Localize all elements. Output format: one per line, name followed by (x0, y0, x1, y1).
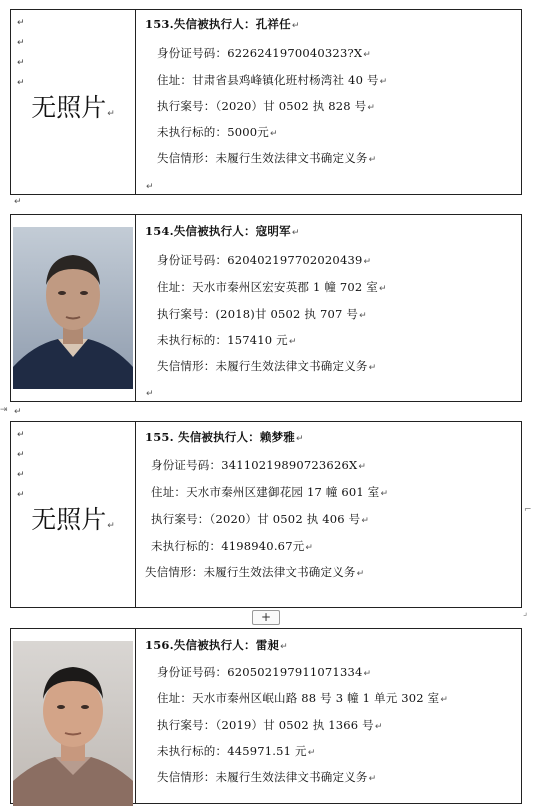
address: 住址：天水市秦州区宏安英郡 1 幢 702 室↵ (157, 280, 387, 294)
id-number: 身份证号码：620402197702020439↵ (157, 253, 372, 267)
case-number: 执行案号：（2020）甘 0502 执 406 号↵ (151, 512, 370, 526)
record-title: 156.失信被执行人：雷昶↵ (145, 638, 288, 652)
record-table-153 (10, 9, 522, 195)
record-title: 154.失信被执行人：寇明军↵ (145, 224, 300, 238)
person-photo[interactable] (13, 641, 133, 806)
id-number: 身份证号码：620502197911071334↵ (157, 665, 372, 679)
photo-cell (11, 629, 136, 803)
dishonest-situation: 失信情形：未履行生效法律文书确定义务↵ (157, 359, 377, 373)
address: 住址：甘肃省县鸡峰镇化班村杨湾社 40 号↵ (157, 73, 388, 87)
record-title: 153.失信被执行人：孔祥任↵ (145, 17, 300, 31)
dishonest-situation: 失信情形：未履行生效法律文书确定义务↵ (145, 565, 365, 579)
record-table-155 (10, 421, 522, 608)
address: 住址：天水市秦州区建御花园 17 幢 601 室↵ (151, 485, 389, 499)
paragraph-mark: ↵ (146, 182, 154, 192)
unexecuted-amount: 未执行标的：445971.51 元↵ (157, 744, 316, 758)
unexecuted-amount: 未执行标的：157410 元↵ (157, 333, 297, 347)
id-number: 身份证号码：34110219890723626X↵ (151, 458, 367, 472)
id-number: 身份证号码：6226241970040323?X↵ (157, 46, 371, 60)
unexecuted-amount: 未执行标的：5000元↵ (157, 125, 278, 139)
record-table-156 (10, 628, 522, 804)
case-number: 执行案号：（2019）甘 0502 执 1366 号↵ (157, 718, 383, 732)
table-resize-handle[interactable]: ⌟ (523, 608, 528, 618)
table-move-handle[interactable]: ⇥ (0, 405, 8, 415)
paragraph-mark: ↵ (14, 407, 22, 417)
no-photo-label: 无照片↵ (31, 505, 115, 534)
photo-cell (11, 215, 136, 401)
record-table-154 (10, 214, 522, 402)
portrait-image (13, 227, 133, 389)
table-edge-handle[interactable]: ⌐ (524, 505, 532, 515)
unexecuted-amount: 未执行标的：4198940.67元↵ (151, 539, 314, 553)
record-title: 155. 失信被执行人：赖梦雅↵ (145, 430, 304, 444)
case-number: 执行案号：(2018)甘 0502 执 707 号↵ (157, 307, 367, 321)
photo-cell (11, 422, 136, 607)
photo-cell (11, 10, 136, 194)
dishonest-situation: 失信情形：未履行生效法律文书确定义务↵ (157, 151, 377, 165)
dishonest-situation: 失信情形：未履行生效法律文书确定义务↵ (157, 770, 377, 784)
case-number: 执行案号：（2020）甘 0502 执 828 号↵ (157, 99, 376, 113)
address: 住址：天水市秦州区岷山路 88 号 3 幢 1 单元 302 室↵ (157, 691, 449, 705)
paragraph-marks: ↵ ↵ ↵ ↵ (17, 430, 25, 500)
paragraph-marks: ↵ ↵ ↵ ↵ (17, 18, 25, 88)
add-row-button[interactable]: + (252, 610, 280, 625)
paragraph-mark: ↵ (14, 197, 22, 207)
portrait-image (13, 641, 133, 806)
paragraph-mark: ↵ (146, 389, 154, 399)
person-photo[interactable] (13, 227, 133, 389)
no-photo-label: 无照片↵ (31, 93, 115, 122)
